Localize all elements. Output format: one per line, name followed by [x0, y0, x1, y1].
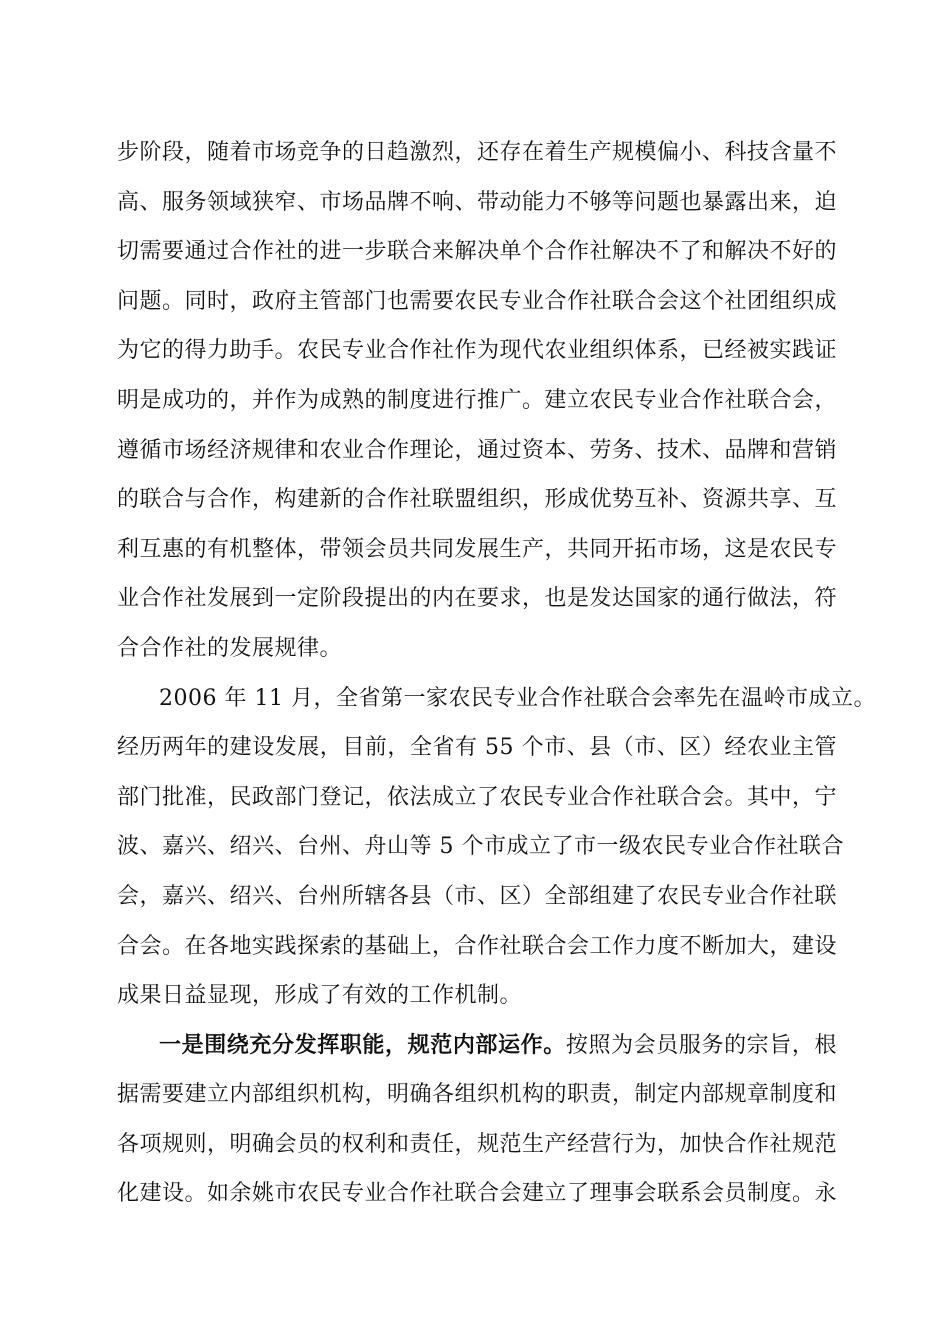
text-line: 会，嘉兴、绍兴、台州所辖各县（市、区）全部组建了农民专业合作社联 [117, 883, 838, 909]
text-line: 高、服务领域狭窄、市场品牌不响、带动能力不够等问题也暴露出来，迫 [117, 189, 838, 215]
text-line: 2006 年 11 月，全省第一家农民专业合作社联合会率先在温岭市成立。 [159, 685, 876, 711]
text-line: 业合作社发展到一定阶段提出的内在要求，也是发达国家的通行做法，符 [117, 586, 838, 612]
text-line: 波、嘉兴、绍兴、台州、舟山等 5 个市成立了市一级农民专业合作社联合 [117, 834, 844, 860]
text-line: 明是成功的，并作为成熟的制度进行推广。建立农民专业合作社联合会， [117, 387, 838, 413]
text-line: 合会。在各地实践探索的基础上，合作社联合会工作力度不断加大，建设 [117, 933, 838, 959]
text-line: 的联合与合作，构建新的合作社联盟组织，形成优势互补、资源共享、互 [117, 487, 838, 513]
text-line: 切需要通过合作社的进一步联合来解决单个合作社解决不了和解决不好的 [117, 239, 838, 265]
text-line-with-heading [117, 1021, 837, 1071]
heading-followup-text: 按照为会员服务的宗旨，根 [565, 1032, 837, 1058]
text-line: 为它的得力助手。农民专业合作社作为现代农业组织体系，已经被实践证 [117, 338, 838, 364]
text-line: 各项规则，明确会员的权利和责任，规范生产经营行为，加快合作社规范 [117, 1131, 838, 1157]
text-line: 经历两年的建设发展，目前，全省有 55 个市、县（市、区）经农业主管 [117, 735, 837, 761]
text-line: 利互惠的有机整体，带领会员共同发展生产，共同开拓市场，这是农民专 [117, 536, 838, 562]
text-line: 化建设。如余姚市农民专业合作社联合会建立了理事会联系会员制度。永 [117, 1181, 838, 1207]
text-line: 问题。同时，政府主管部门也需要农民专业合作社联合会这个社团组织成 [117, 288, 838, 314]
bold-heading: 一是围绕充分发挥职能，规范内部运作。 [159, 1031, 566, 1058]
text-line: 据需要建立内部组织机构，明确各组织机构的职责，制定内部规章制度和 [117, 1082, 838, 1108]
text-line: 成果日益显现，形成了有效的工作机制。 [117, 983, 523, 1009]
text-line: 步阶段，随着市场竞争的日趋激烈，还存在着生产规模偏小、科技含量不 [117, 140, 838, 165]
text-line: 合合作社的发展规律。 [117, 635, 343, 661]
text-line: 部门批准，民政部门登记，依法成立了农民专业合作社联合会。其中，宁 [117, 784, 838, 810]
body-text [117, 128, 876, 1219]
text-line: 遵循市场经济规律和农业合作理论，通过资本、劳务、技术、品牌和营销 [117, 437, 838, 463]
